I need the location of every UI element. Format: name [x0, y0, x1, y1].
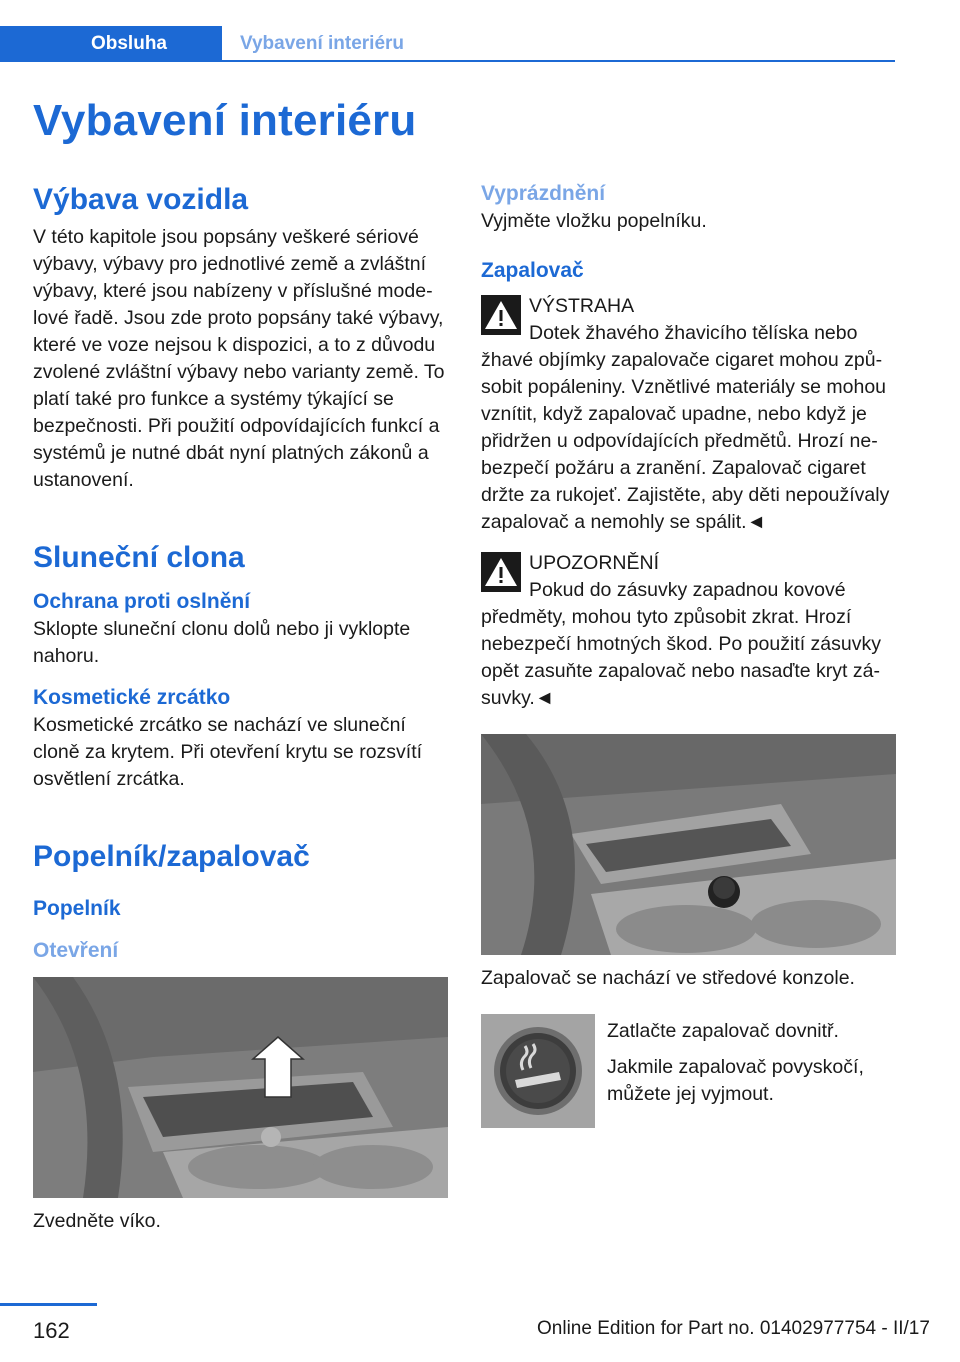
subsection-title-otevreni: Otevření [33, 939, 119, 962]
footer-divider [0, 1303, 97, 1306]
subsection-title-vyprazdneni: Vyprázdnění [481, 182, 606, 205]
page-number: 162 [33, 1318, 70, 1343]
subsection-title-zrcatko: Kosmetické zrcátko [33, 686, 231, 709]
warning-triangle-icon [481, 295, 521, 335]
subsection-title-zapalovac: Zapalovač [481, 259, 584, 282]
warning-block-vystraha [481, 293, 897, 536]
subsection-body-ochrana: Sklopte sluneční clonu dolů nebo ji vyklopte nahoru. [33, 618, 411, 667]
cigarette-lighter-icon [481, 1014, 595, 1128]
tab-vybaveni-interieru[interactable]: Vybavení interiéru [240, 33, 405, 54]
warning-text-upozorneni-first: Pokud do zásuvky zapadnou kovové [529, 579, 846, 601]
warning-block-upozorneni [481, 550, 897, 712]
warning-text-upozorneni: předměty, mohou tyto způsobit zkrat. Hrozí nebezpečí hmotných škod. Po použití zásuvky opět zasuňte zapalovač nebo nasaďte kryt zásuvky.◄ [481, 606, 881, 709]
ashtray-illustration [33, 977, 448, 1198]
warning-label-upozorneni: UPOZORNĚNÍ [529, 552, 660, 574]
section-title-popelnik-zapalovac: Popelník/zapalovač [33, 840, 310, 873]
lighter-console-illustration [481, 734, 896, 955]
warning-text-vystraha-first: Dotek žhavého žhavicího tělíska nebo [529, 322, 858, 344]
photo-caption-lighter: Zapalovač se nachází ve středové konzole. [481, 967, 855, 989]
lighter-steps [481, 1014, 897, 1130]
step-push-in: Zatlačte zapalovač dovnitř. [607, 1020, 839, 1042]
page-title: Vybavení interiéru [33, 96, 417, 145]
warning-label-vystraha: VÝSTRAHA [529, 295, 635, 317]
warning-text-vystraha: žhavé objímky zapalovače cigaret mohou způsobit popáleniny. Vznětlivé materiály se mohou vznítit, když zapalovač upadne, nebo když je přidržen u odpovídajících předmětů. Hrozí nebezpečí požáru a zranění. Zapalovač cigaret držte za rukojeť. Zajistěte, aby děti nepoužívaly zapalovač a nemohly se spálit.◄ [481, 349, 890, 533]
right-column [481, 180, 897, 1130]
subsection-title-popelnik: Popelník [33, 897, 121, 920]
section-title-slunecni-clona: Sluneční clona [33, 541, 245, 574]
section-body-vybava: V této kapitole jsou popsány veškeré sériové výbavy, výbavy pro jednotlivé země a zvláštní výbavy, které jsou nabízeny v příslušné modelové řadě. Jsou zde proto popsány také výbavy, které ve voze nejsou k dispozici, a to z důvodu zvolené zvláštní výbavy nebo varianty země. To platí také pro funkce a systémy týkající se bezpečnosti. Při použití odpovídajících funkcí a systémů je nutné dbát nyní platných zákonů a ustanovení. [33, 226, 445, 491]
section-title-vybava: Výbava vozidla [33, 183, 249, 216]
left-column [33, 180, 448, 1235]
subsection-body-zrcatko: Kosmetické zrcátko se nachází ve sluneční cloně za krytem. Při otevření krytu se rozsvítí osvětlení zrcátka. [33, 714, 423, 790]
lighter-button-photo [481, 1014, 595, 1128]
step-remove: Jakmile zapalovač povyskočí, můžete jej vyjmout. [607, 1056, 864, 1105]
subsection-title-ochrana: Ochrana proti oslnění [33, 590, 251, 613]
header-divider [222, 60, 895, 62]
page-header [0, 0, 960, 64]
caution-triangle-icon [481, 552, 521, 592]
tab-obsluha[interactable]: Obsluha [0, 26, 222, 62]
photo-caption-open: Zvedněte víko. [33, 1210, 161, 1232]
photo-lighter-console [481, 734, 896, 955]
edition-note: Online Edition for Part no. 01402977754 - II/17 [537, 1318, 930, 1339]
photo-ashtray-open [33, 977, 448, 1198]
subsection-body-vyprazdneni: Vyjměte vložku popelníku. [481, 210, 707, 232]
